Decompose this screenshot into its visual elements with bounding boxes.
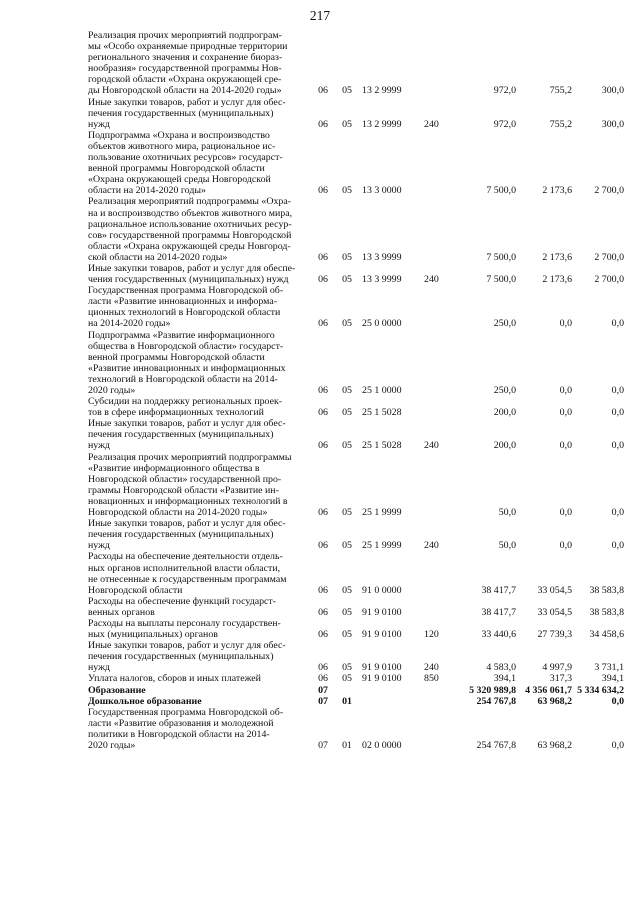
amount-year-2: 27 739,3 — [537, 629, 572, 641]
target-article-code: 91 9 0100 — [362, 662, 402, 674]
table-row — [88, 452, 624, 519]
subsection-code: 05 — [342, 629, 352, 641]
subsection-code: 05 — [342, 440, 352, 452]
amount-year-2: 0,0 — [559, 540, 572, 552]
amount-year-3: 38 583,8 — [589, 584, 624, 596]
table-row — [88, 551, 624, 595]
target-article-code: 25 1 9999 — [362, 540, 402, 552]
section-code: 06 — [318, 629, 328, 641]
budget-table-body — [88, 30, 624, 751]
amount-year-2: 2 173,6 — [542, 185, 572, 197]
target-article-code: 13 2 9999 — [362, 85, 402, 97]
row-name: Реализация прочих мероприятий подпрограммы «Развитие информационного общества в Новгородской области» государственной про- граммы Новгородской области «Развитие ин- новационных и информационных технологий в Новгородской области на 2014-2020 годы» — [88, 451, 292, 519]
row-name: Иные закупки товаров, работ и услуг для обес- печения государственных (муниципальных) нужд — [88, 640, 286, 674]
row-name: Государственная программа Новгородской об- ласти «Развитие инновационных и информа- ционных технологий в Новгородской области на 2014-2020 годы» — [88, 285, 284, 330]
amount-year-3: 0,0 — [611, 740, 624, 751]
amount-year-1: 972,0 — [493, 118, 516, 130]
budget-table — [88, 30, 624, 751]
expense-type-code: 240 — [424, 662, 439, 674]
section-code: 06 — [318, 385, 328, 396]
amount-year-3: 0,0 — [611, 385, 624, 396]
table-row — [88, 518, 624, 551]
section-code: 07 — [318, 695, 328, 707]
row-name: Уплата налогов, сборов и иных платежей — [88, 673, 261, 685]
section-code: 06 — [318, 440, 328, 452]
amount-year-2: 2 173,6 — [542, 251, 572, 263]
section-code: 06 — [318, 407, 328, 419]
amount-year-1: 250,0 — [493, 385, 516, 396]
amount-year-3: 0,0 — [611, 507, 624, 519]
expense-type-code — [424, 685, 450, 696]
section-code: 06 — [318, 318, 328, 330]
amount-year-3: 0,0 — [611, 407, 624, 419]
expense-type-code — [424, 285, 450, 329]
row-name: Иные закупки товаров, работ и услуг для обес- печения государственных (муниципальных) нужд — [88, 96, 286, 130]
page-number: 217 — [309, 8, 331, 23]
amount-year-1: 254 767,8 — [476, 740, 516, 751]
target-article-code: 91 9 0100 — [362, 629, 402, 641]
expense-type-code — [424, 196, 450, 263]
row-name: Подпрограмма «Охрана и воспроизводство объектов животного мира, рациональное ис- пользование охотничьих ресурсов» государст- венной программы Новгородской области «Охрана окружающей среды Новгородской области на 2014-2020 годы» — [88, 129, 283, 197]
target-article-code: 25 1 9999 — [362, 507, 402, 519]
amount-year-3: 2 700,0 — [594, 251, 624, 263]
amount-year-2: 0,0 — [559, 385, 572, 396]
row-name: Дошкольное образование — [88, 695, 202, 707]
row-name: Расходы на выплаты персоналу государствен- ных (муниципальных) органов — [88, 617, 281, 641]
amount-year-2: 33 054,5 — [537, 584, 572, 596]
target-article-code: 02 0 0000 — [362, 740, 402, 751]
section-code: 07 — [318, 684, 328, 696]
table-row — [88, 696, 624, 707]
subsection-code: 05 — [342, 673, 352, 685]
amount-year-1: 200,0 — [493, 440, 516, 452]
row-name: Реализация мероприятий подпрограммы «Охра- на и воспроизводство объектов животного мира, рациональное использование охотничьих ресур- сов» государственной программы Новгородской области «Охрана окружающей среды Новгород- ской области на 2014-2020 годы» — [88, 196, 293, 263]
amount-year-1: 7 500,0 — [486, 274, 516, 286]
section-code: 06 — [318, 662, 328, 674]
table-row — [88, 97, 624, 130]
amount-year-2: 33 054,5 — [537, 606, 572, 618]
amount-year-2: 63 968,2 — [537, 695, 572, 707]
amount-year-1: 50,0 — [498, 540, 516, 552]
amount-year-1: 200,0 — [493, 407, 516, 419]
subsection-code: 05 — [342, 407, 352, 419]
amount-year-2: 755,2 — [549, 85, 572, 97]
row-name: Иные закупки товаров, работ и услуг для обеспе- чения государственных (муниципальных) нужд — [88, 262, 296, 286]
section-code: 06 — [318, 118, 328, 130]
target-article-code: 13 3 0000 — [362, 185, 402, 197]
amount-year-1: 250,0 — [493, 318, 516, 330]
subsection-code: 05 — [342, 185, 352, 197]
table-row — [88, 673, 624, 684]
expense-type-code — [424, 330, 450, 397]
amount-year-3: 5 334 634,2 — [577, 684, 624, 696]
expense-type-code: 240 — [424, 540, 439, 552]
amount-year-2: 63 968,2 — [537, 740, 572, 751]
expense-type-code — [424, 396, 450, 418]
subsection-code: 05 — [342, 540, 352, 552]
row-name: Иные закупки товаров, работ и услуг для обес- печения государственных (муниципальных) нужд — [88, 518, 286, 552]
expense-type-code: 850 — [424, 673, 439, 685]
row-name: Иные закупки товаров, работ и услуг для обес- печения государственных (муниципальных) нужд — [88, 418, 286, 452]
subsection-code: 05 — [342, 507, 352, 519]
subsection-code: 05 — [342, 85, 352, 97]
expense-type-code — [424, 596, 450, 618]
subsection-code: 05 — [342, 662, 352, 674]
section-code: 06 — [318, 606, 328, 618]
expense-type-code — [424, 707, 450, 751]
amount-year-3: 3 731,1 — [594, 662, 624, 674]
subsection-code: 05 — [342, 118, 352, 130]
subsection-code: 05 — [342, 251, 352, 263]
expense-type-code: 240 — [424, 274, 439, 286]
expense-type-code: 240 — [424, 440, 439, 452]
table-row — [88, 596, 624, 618]
expense-type-code — [424, 696, 450, 707]
amount-year-1: 38 417,7 — [481, 606, 516, 618]
amount-year-3: 38 583,8 — [589, 606, 624, 618]
section-code: 06 — [318, 507, 328, 519]
table-row — [88, 396, 624, 418]
subsection-code: 05 — [342, 274, 352, 286]
amount-year-1: 5 320 989,8 — [469, 684, 516, 696]
amount-year-3: 2 700,0 — [594, 185, 624, 197]
row-name: Образование — [88, 684, 146, 696]
target-article-code: 25 1 5028 — [362, 407, 402, 419]
amount-year-2: 317,3 — [549, 673, 572, 685]
section-code: 06 — [318, 185, 328, 197]
amount-year-3: 0,0 — [611, 440, 624, 452]
table-row — [88, 618, 624, 640]
amount-year-3: 300,0 — [601, 118, 624, 130]
amount-year-3: 394,1 — [601, 673, 624, 685]
table-row — [88, 330, 624, 397]
amount-year-2: 2 173,6 — [542, 274, 572, 286]
expense-type-code — [424, 30, 450, 97]
row-name: Подпрограмма «Развитие информационного общества в Новгородской области» государст- венной программы Новгородской области «Развитие инновационных и информационных технологий в Новгородской области на 2014- 2020 годы» — [88, 329, 286, 396]
target-article-code: 13 3 9999 — [362, 251, 402, 263]
amount-year-2: 4 356 061,7 — [525, 684, 572, 696]
expense-type-code — [424, 551, 450, 595]
expense-type-code — [424, 130, 450, 197]
amount-year-1: 7 500,0 — [486, 185, 516, 197]
subsection-code: 01 — [342, 695, 352, 707]
section-code: 06 — [318, 251, 328, 263]
amount-year-1: 33 440,6 — [481, 629, 516, 641]
subsection-code: 05 — [342, 385, 352, 396]
target-article-code: 25 1 0000 — [362, 385, 402, 396]
section-code: 06 — [318, 584, 328, 596]
amount-year-1: 4 583,0 — [486, 662, 516, 674]
section-code: 06 — [318, 673, 328, 685]
amount-year-1: 50,0 — [498, 507, 516, 519]
amount-year-3: 34 458,6 — [589, 629, 624, 641]
amount-year-1: 394,1 — [493, 673, 516, 685]
subsection-code: 05 — [342, 318, 352, 330]
table-row — [88, 707, 624, 751]
amount-year-1: 7 500,0 — [486, 251, 516, 263]
target-article-code — [358, 685, 424, 696]
section-code: 07 — [318, 740, 328, 751]
amount-year-1: 254 767,8 — [476, 695, 516, 707]
expense-type-code — [424, 452, 450, 519]
table-row — [88, 30, 624, 97]
amount-year-3: 0,0 — [611, 695, 624, 707]
section-code: 06 — [318, 85, 328, 97]
amount-year-3: 300,0 — [601, 85, 624, 97]
amount-year-2: 0,0 — [559, 318, 572, 330]
table-row — [88, 196, 624, 263]
table-row — [88, 640, 624, 673]
target-article-code: 25 0 0000 — [362, 318, 402, 330]
amount-year-3: 0,0 — [611, 318, 624, 330]
target-article-code: 91 0 0000 — [362, 584, 402, 596]
expense-type-code: 120 — [424, 629, 439, 641]
table-row — [88, 263, 624, 285]
target-article-code: 13 3 9999 — [362, 274, 402, 286]
table-row — [88, 130, 624, 197]
table-row — [88, 418, 624, 451]
amount-year-3: 2 700,0 — [594, 274, 624, 286]
section-code: 06 — [318, 540, 328, 552]
amount-year-1: 38 417,7 — [481, 584, 516, 596]
target-article-code: 25 1 5028 — [362, 440, 402, 452]
amount-year-1: 972,0 — [493, 85, 516, 97]
subsection-code: 01 — [342, 740, 352, 751]
amount-year-3: 0,0 — [611, 540, 624, 552]
amount-year-2: 0,0 — [559, 440, 572, 452]
row-name: Субсидии на поддержку региональных проек- тов в сфере информационных технологий — [88, 396, 283, 419]
target-article-code: 13 2 9999 — [362, 118, 402, 130]
target-article-code: 91 9 0100 — [362, 673, 402, 685]
row-name: Расходы на обеспечение деятельности отдель- ных органов исполнительной власти области, не отнесенные к государственным программам Новгородской области — [88, 551, 287, 596]
section-code: 06 — [318, 274, 328, 286]
row-name: Расходы на обеспечение функций государст- венных органов — [88, 595, 277, 618]
target-article-code — [358, 696, 424, 707]
amount-year-2: 0,0 — [559, 507, 572, 519]
amount-year-2: 0,0 — [559, 407, 572, 419]
row-name: Реализация прочих мероприятий подпрограм- мы «Особо охраняемые природные территории регионального значения и сохранение биораз- нообразия» государственной программы Нов- городской области «Охрана окружающей сре- ды Новгородской области на 2014-2020 годы» — [88, 30, 288, 97]
amount-year-2: 4 997,9 — [542, 662, 572, 674]
subsection-code — [336, 685, 358, 696]
amount-year-2: 755,2 — [549, 118, 572, 130]
expense-type-code: 240 — [424, 118, 439, 130]
subsection-code: 05 — [342, 606, 352, 618]
subsection-code: 05 — [342, 584, 352, 596]
row-name: Государственная программа Новгородской об- ласти «Развитие образования и молодежной политики в Новгородской области на 2014- 2020 годы» — [88, 706, 284, 751]
target-article-code: 91 9 0100 — [362, 606, 402, 618]
table-row — [88, 685, 624, 696]
table-row — [88, 285, 624, 329]
